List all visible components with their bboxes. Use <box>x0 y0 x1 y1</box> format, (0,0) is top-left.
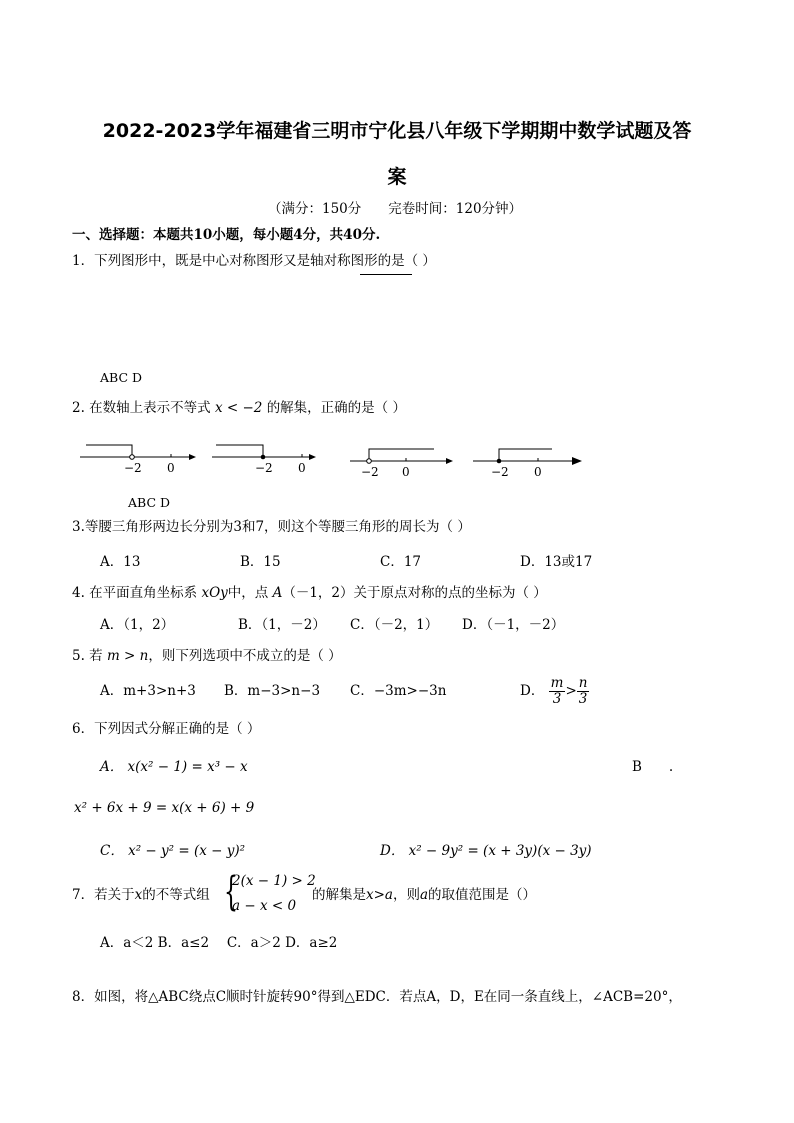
q3-option-c: C．17 <box>380 554 422 570</box>
q2-a-tick-0: 0 <box>167 461 175 475</box>
q7-system-brace: { <box>224 869 238 915</box>
q5-fraction-m: $\frac{m}{3}$ <box>550 675 564 707</box>
document-title <box>60 108 734 200</box>
q5-stem: 5. 若 m > n，则下列选项中不成立的是（ ） <box>72 648 342 664</box>
q4-option-c: C．（－2，1） <box>350 617 439 633</box>
q7-system-line-1: 2(x − 1) > 2 <box>232 873 316 889</box>
q7-stem-end: 的解集是x>a，则a的取值范围是（） <box>312 887 537 903</box>
title-line-1: 2022-2023学年福建省三明市宁化县八年级下学期期中数学试题及答 <box>102 120 692 142</box>
q4-option-d: D．（－1，－2） <box>462 617 565 633</box>
q5-option-d: D． $\frac{m}{3}$ > $\frac{n}{3}$ <box>520 675 588 707</box>
q6-option-d: D． x² − 9y² = (x + 3y)(x − 3y) <box>380 843 592 859</box>
title-line-2: 案 <box>387 166 407 188</box>
q5-fraction-n: $\frac{n}{3}$ <box>578 675 588 707</box>
q2-inequality: x < −2 <box>214 400 263 416</box>
q3-option-d: D．13或17 <box>520 554 593 570</box>
q2-number-lines <box>0 430 794 490</box>
q2-b-tick-neg2: −2 <box>255 461 273 475</box>
q5-option-c: C．−3m>−3n <box>350 683 447 699</box>
q2-option-labels: ABC D <box>128 495 171 510</box>
q6-stem: 6．下列因式分解正确的是（ ） <box>72 721 261 737</box>
q3-option-a: A．13 <box>100 554 141 570</box>
q3-stem: 3.等腰三角形两边长分别为3和7，则这个等腰三角形的周长为（ ） <box>72 519 471 535</box>
section-heading: 一、选择题：本题共10小题，每小题4分，共40分. <box>72 227 381 243</box>
exam-subtitle: （满分：150分 完卷时间：120分钟） <box>268 201 523 217</box>
q4-option-b: B．（1，－2） <box>238 617 326 633</box>
q7-options: A．a＜2 B．a≤2 C．a＞2 D．a≥2 <box>100 935 338 951</box>
q2-c-tick-neg2: −2 <box>361 465 379 479</box>
q1-option-labels: ABC D <box>100 370 143 385</box>
q2-number-line-c <box>350 449 453 479</box>
q2-number-line-d <box>473 449 582 479</box>
q6-option-b-expr: x² + 6x + 9 = x(x + 6) + 9 <box>74 800 255 816</box>
q5-option-a: A．m+3>n+3 <box>100 683 196 699</box>
q7-system-line-2: a − x < 0 <box>232 898 297 914</box>
q5-option-b: B．m−3>n−3 <box>224 683 321 699</box>
q2-stem: 2. 在数轴上表示不等式 x < −2 的解集，正确的是（ ） <box>72 400 406 416</box>
q4-option-a: A．（1，2） <box>100 617 175 633</box>
q8-stem: 8．如图，将△ABC绕点C顺时针旋转90°得到△EDC．若点A，D，E在同一条直线上，∠ACB=20°， <box>72 989 682 1005</box>
q3-option-b: B．15 <box>240 554 281 570</box>
q1-underline <box>360 274 412 275</box>
q2-number-line-a <box>80 445 196 475</box>
q6-option-c: C． x² − y² = (x − y)² <box>100 843 246 859</box>
q2-a-tick-neg2: −2 <box>124 461 142 475</box>
q2-number-line-b <box>212 445 316 475</box>
q2-d-tick-neg2: −2 <box>491 465 509 479</box>
q2-d-tick-0: 0 <box>534 465 542 479</box>
q6-option-a: A． x(x² − 1) = x³ − x <box>100 759 248 775</box>
q4-stem: 4. 在平面直角坐标系 xOy中，点 A（－1，2）关于原点对称的点的坐标为（ ） <box>72 585 547 601</box>
q2-b-tick-0: 0 <box>298 461 306 475</box>
q2-c-tick-0: 0 <box>402 465 410 479</box>
q1-stem: 1．下列图形中，既是中心对称图形又是轴对称图形的是（ ） <box>72 253 436 269</box>
q7-stem-start: 7．若关于x的不等式组 <box>72 887 210 903</box>
q6-option-b-label: B . <box>632 759 674 775</box>
